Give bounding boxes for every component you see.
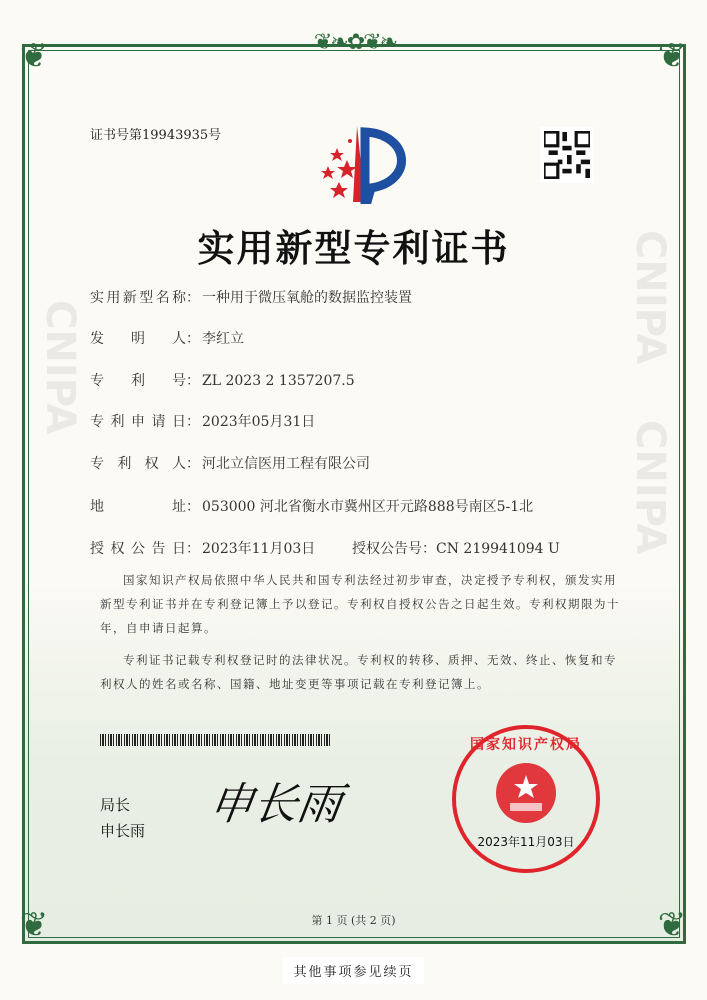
seal-text: 国家知识产权局 bbox=[470, 737, 582, 753]
corner-ornament: ❦ bbox=[19, 905, 49, 945]
corner-ornament: ❦ bbox=[19, 36, 49, 76]
barcode bbox=[100, 734, 330, 746]
field-value: 一种用于微压氧舱的数据监控装置 bbox=[202, 290, 412, 306]
director-signature: 申长雨 bbox=[205, 779, 345, 830]
field-label: 发明人 bbox=[90, 331, 186, 347]
director-name: 申长雨 bbox=[100, 822, 146, 840]
footer-note bbox=[0, 957, 707, 984]
qr-code bbox=[540, 127, 594, 183]
statement-paragraph: 国家知识产权局依照中华人民共和国专利法经过初步审查，决定授予专利权，颁发实用新型专利证书并在专利登记簿上予以登记。专利权自授权公告之日起生效。专利权期限为十年，自申请日起算。 bbox=[100, 573, 620, 635]
field-patentee: 专利权人： 河北立信医用工程有限公司 bbox=[90, 453, 370, 473]
field-grant-date: 授权公告日： 2023年11月03日 bbox=[90, 538, 315, 558]
field-utility-model-name: 实用新型名称： 一种用于微压氧舱的数据监控装置 bbox=[90, 287, 412, 307]
corner-ornament: ❦ bbox=[657, 905, 687, 945]
certificate-title: 实用新型专利证书 bbox=[197, 227, 510, 270]
field-value: 053000 河北省衡水市冀州区开元路888号南区5-1北 bbox=[202, 499, 534, 515]
field-inventor: 发明人： 李红立 bbox=[90, 328, 244, 348]
field-address: 地址： 053000 河北省衡水市冀州区开元路888号南区5-1北 bbox=[90, 496, 533, 516]
certificate-number: 证书号第19943935号 bbox=[90, 128, 222, 143]
field-value: CN 219941094 U bbox=[436, 541, 560, 557]
director-title: 局长 bbox=[100, 796, 131, 814]
field-value: ZL 2023 2 1357207.5 bbox=[202, 373, 355, 389]
top-ornament: ❦❧✿❦❧ bbox=[313, 30, 397, 55]
field-label: 专利权人 bbox=[90, 456, 186, 472]
field-value: 2023年05月31日 bbox=[202, 414, 316, 430]
field-value: 2023年11月03日 bbox=[202, 541, 316, 557]
field-label: 实用新型名称 bbox=[90, 290, 186, 306]
field-application-date: 专利申请日： 2023年05月31日 bbox=[90, 411, 315, 431]
field-value: 河北立信医用工程有限公司 bbox=[202, 456, 370, 472]
field-label: 授权公告号 bbox=[352, 541, 422, 557]
seal-date: 2023年11月03日 bbox=[477, 835, 575, 849]
footer-note-text: 其他事项参见续页 bbox=[283, 957, 423, 984]
field-label: 专利申请日 bbox=[90, 414, 186, 430]
official-seal bbox=[452, 725, 600, 873]
field-patent-number: 专利号： ZL 2023 2 1357207.5 bbox=[90, 370, 355, 390]
field-value: 李红立 bbox=[202, 331, 244, 347]
corner-ornament: ❦ bbox=[657, 36, 687, 76]
qr-code-pattern bbox=[544, 131, 590, 179]
field-label: 专利号 bbox=[90, 373, 186, 389]
field-label: 授权公告日 bbox=[90, 541, 186, 557]
field-grant-pub-number: 授权公告号：CN 219941094 U bbox=[352, 541, 560, 557]
cnipa-logo bbox=[315, 126, 410, 204]
field-label: 地址 bbox=[90, 499, 186, 515]
statement-paragraph: 专利证书记载专利权登记时的法律状况。专利权的转移、质押、无效、终止、恢复和专利权人的姓名或名称、国籍、地址变更等事项记载在专利登记簿上。 bbox=[100, 653, 617, 691]
page-number: 第 1 页 (共 2 页) bbox=[311, 914, 396, 927]
